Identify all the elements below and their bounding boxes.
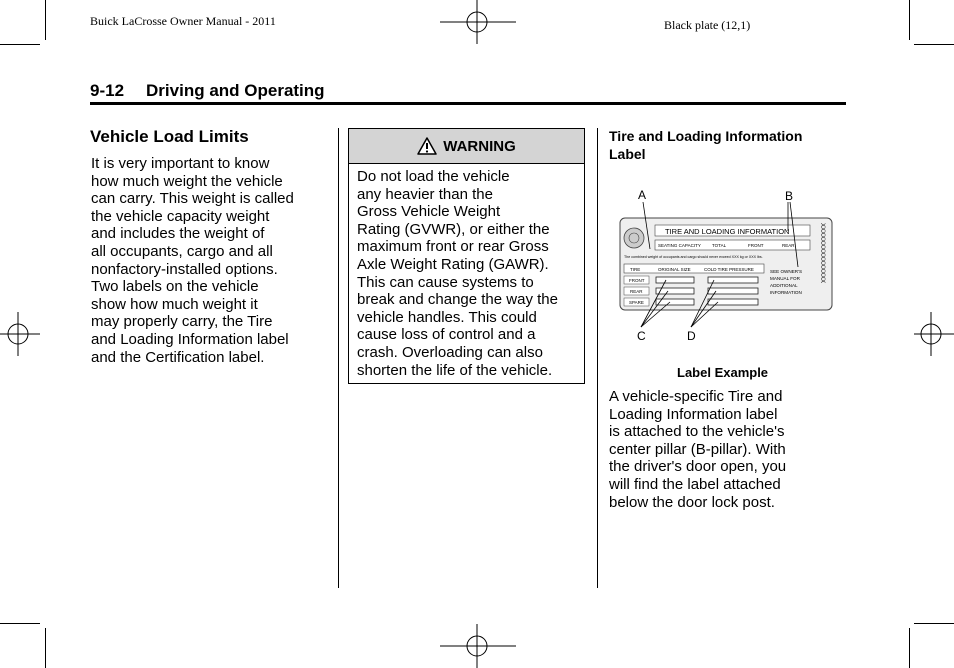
- column-divider: [597, 128, 598, 588]
- row-label: FRONT: [629, 278, 645, 283]
- registration-mark-icon: [440, 624, 516, 668]
- tire-logo-icon: [624, 228, 644, 248]
- header-rule: [90, 102, 846, 105]
- figure-caption: Label Example: [677, 365, 769, 380]
- callout-a: A: [638, 188, 647, 202]
- page-title: Vehicle Load Limits: [90, 127, 249, 146]
- subsection-title: Tire and Loading Information Label: [609, 128, 803, 162]
- warning-header: [349, 129, 584, 164]
- label-location-paragraph: A vehicle-specific Tire and Loading Information label is attached to the vehicle's center pillar (B-pillar). With the driver's door open, you will find the label attached below the door lock post.: [609, 388, 787, 511]
- capacity-header: SEATING CAPACITY: [658, 243, 701, 248]
- callout-b: B: [785, 189, 794, 203]
- side-note-line: SEE OWNER'S: [770, 269, 803, 274]
- side-note-line: ADDITIONAL: [770, 283, 798, 288]
- crop-mark: [0, 623, 40, 624]
- section-title: Driving and Operating: [146, 81, 325, 100]
- callout-d: D: [687, 329, 696, 343]
- crop-mark: [0, 44, 40, 45]
- crop-mark: [909, 0, 910, 40]
- plate-label: Black plate (12,1): [664, 18, 751, 32]
- registration-mark-icon: [914, 312, 954, 356]
- registration-mark-icon: [440, 0, 516, 44]
- side-note-line: MANUAL FOR: [770, 276, 800, 281]
- manual-title: Buick LaCrosse Owner Manual - 2011: [90, 14, 276, 28]
- crop-mark: [909, 628, 910, 668]
- warning-text: Do not load the vehicle any heavier than the Gross Vehicle Weight Rating (GVWR), or either the maximum front or rear Gross Axle Weight Rating (GAWR). This can cause systems to break and change the way the vehicle handles. This could cause loss of control and a crash. Overloading can also shorten the life of the vehicle.: [357, 168, 558, 379]
- section-header: [90, 81, 347, 101]
- crop-mark: [914, 44, 954, 45]
- registration-mark-icon: [0, 312, 40, 356]
- row-label: SPARE: [629, 300, 644, 305]
- crop-mark: [914, 623, 954, 624]
- crop-mark: [45, 0, 46, 40]
- intro-paragraph: It is very important to know how much weight the vehicle can carry. This weight is called the vehicle capacity weight and includes the weight of all occupants, cargo and all nonfactory-installed options. Two labels on the vehicle show how much weight it may properly carry, the Tire and Loading Information label and the Certification label.: [91, 155, 294, 366]
- capacity-header: FRONT: [748, 243, 764, 248]
- table-header: COLD TIRE PRESSURE: [704, 267, 754, 272]
- tire-loading-label-figure: [610, 185, 846, 345]
- row-label: REAR: [630, 289, 643, 294]
- capacity-header: TOTAL: [712, 243, 727, 248]
- warning-box: [348, 128, 585, 384]
- edge-marks: XXXXXXXXXXXXXXX: [819, 223, 825, 284]
- side-note-line: INFORMATION: [770, 290, 802, 295]
- crop-mark: [45, 628, 46, 668]
- capacity-header: REAR: [782, 243, 795, 248]
- warning-label: WARNING: [443, 137, 516, 155]
- page-number: 9-12: [90, 81, 125, 100]
- table-header: TIRE: [630, 267, 641, 272]
- warning-triangle-icon: [417, 137, 437, 155]
- label-title: TIRE AND LOADING INFORMATION: [665, 227, 790, 236]
- column-divider: [338, 128, 339, 588]
- table-header: ORIGINAL SIZE: [658, 267, 691, 272]
- weight-note: The combined weight of occupants and cargo should never exceed XXX kg or XXX lbs.: [624, 255, 763, 259]
- callout-c: C: [637, 329, 646, 343]
